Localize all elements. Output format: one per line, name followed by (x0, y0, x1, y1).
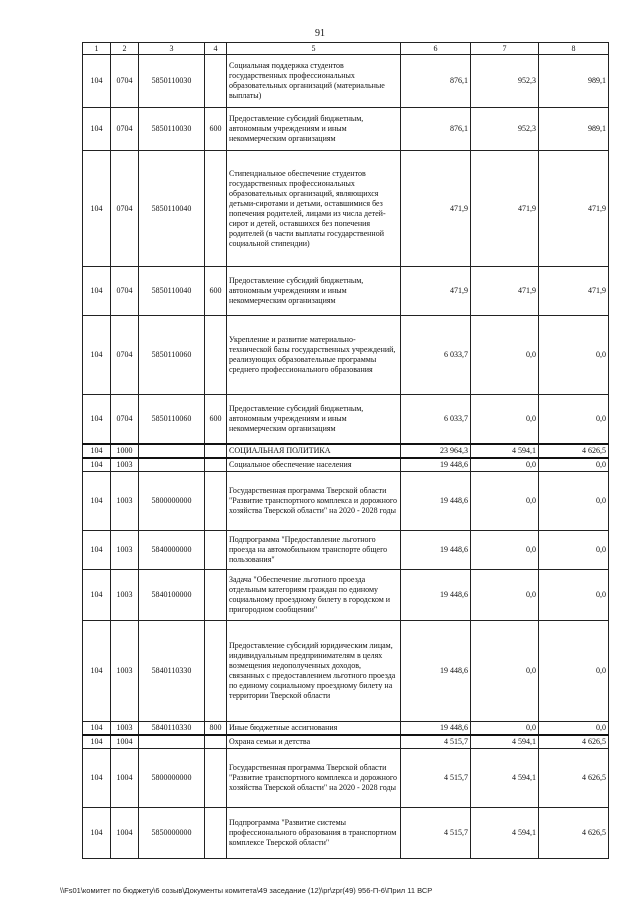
row-cell-c1: 104 (83, 621, 111, 722)
table-row (83, 316, 609, 395)
col-header: 1 (83, 43, 111, 55)
row-cell-c2: 0704 (111, 267, 139, 316)
row-cell-v7: 0,0 (471, 458, 539, 472)
row-cell-c3: 5850110040 (139, 151, 205, 267)
col-header: 5 (227, 43, 401, 55)
row-cell-v8: 0,0 (539, 458, 609, 472)
row-cell-c4 (205, 151, 227, 267)
row-description: Предоставление субсидий бюджетным, автономным учреждениям и иным некоммерческим организациям (227, 108, 401, 151)
row-cell-v7: 471,9 (471, 267, 539, 316)
table-row (83, 749, 609, 808)
row-cell-v6: 876,1 (401, 108, 471, 151)
row-cell-c2: 0704 (111, 316, 139, 395)
row-cell-v6: 19 448,6 (401, 531, 471, 570)
row-description: Предоставление субсидий бюджетным, автономным учреждениям и иным некоммерческим организациям (227, 267, 401, 316)
row-cell-c4: 600 (205, 108, 227, 151)
table-row (83, 472, 609, 531)
row-description: Социальная поддержка студентов государственных профессиональных образовательных организаций (материальные выплаты) (227, 55, 401, 108)
row-cell-c3: 5800000000 (139, 472, 205, 531)
row-cell-c1: 104 (83, 472, 111, 531)
row-cell-c3: 5850110040 (139, 267, 205, 316)
row-cell-c4 (205, 749, 227, 808)
table-row (83, 531, 609, 570)
row-cell-c2: 0704 (111, 395, 139, 445)
row-cell-c2: 0704 (111, 108, 139, 151)
row-cell-v7: 471,9 (471, 151, 539, 267)
col-header: 2 (111, 43, 139, 55)
row-cell-c2: 1003 (111, 531, 139, 570)
row-cell-c2: 1003 (111, 621, 139, 722)
row-cell-v6: 6 033,7 (401, 395, 471, 445)
row-cell-c3: 5840110330 (139, 621, 205, 722)
row-description: Задача "Обеспечение льготного проезда отдельным категориям граждан по единому социальному проездному билету в городском и пригородном сообщении" (227, 570, 401, 621)
row-cell-c1: 104 (83, 722, 111, 736)
row-cell-v8: 4 626,5 (539, 444, 609, 458)
row-description: СОЦИАЛЬНАЯ ПОЛИТИКА (227, 444, 401, 458)
row-description: Иные бюджетные ассигнования (227, 722, 401, 736)
row-cell-c3: 5840100000 (139, 570, 205, 621)
row-cell-v8: 989,1 (539, 108, 609, 151)
row-cell-c4 (205, 458, 227, 472)
row-cell-v7: 952,3 (471, 108, 539, 151)
budget-table (82, 42, 609, 859)
row-cell-v6: 471,9 (401, 267, 471, 316)
row-cell-v7: 0,0 (471, 472, 539, 531)
row-cell-v7: 4 594,1 (471, 735, 539, 749)
row-cell-c2: 1003 (111, 458, 139, 472)
page-number: 91 (315, 28, 325, 39)
table-row (83, 151, 609, 267)
row-cell-c2: 1003 (111, 472, 139, 531)
row-description: Подпрограмма "Предоставление льготного проезда на автомобильном транспорте общего пользования" (227, 531, 401, 570)
row-cell-c1: 104 (83, 316, 111, 395)
row-cell-v8: 0,0 (539, 570, 609, 621)
row-cell-v6: 19 448,6 (401, 458, 471, 472)
row-cell-v8: 0,0 (539, 722, 609, 736)
row-cell-v7: 0,0 (471, 316, 539, 395)
row-cell-c3 (139, 444, 205, 458)
row-cell-v6: 876,1 (401, 55, 471, 108)
row-cell-c2: 1003 (111, 722, 139, 736)
row-cell-c1: 104 (83, 108, 111, 151)
row-cell-v6: 6 033,7 (401, 316, 471, 395)
row-cell-v6: 4 515,7 (401, 808, 471, 859)
row-cell-c4 (205, 55, 227, 108)
row-cell-c1: 104 (83, 458, 111, 472)
row-cell-v7: 0,0 (471, 531, 539, 570)
row-cell-v7: 4 594,1 (471, 808, 539, 859)
col-header: 8 (539, 43, 609, 55)
row-cell-c3: 5800000000 (139, 749, 205, 808)
table-row (83, 444, 609, 458)
column-header-row (83, 43, 609, 55)
row-cell-v8: 4 626,5 (539, 749, 609, 808)
row-description: Стипендиальное обеспечение студентов государственных профессиональных образовательных организаций, являющихся детьми-сиротами и детьми, оставшимися без попечения родителей, лицами из числа детей-сирот и детей, оставшихся без попечения родителей (в части выплаты государственной социальной стипендии) (227, 151, 401, 267)
row-cell-c4 (205, 621, 227, 722)
row-cell-c3: 5850110060 (139, 316, 205, 395)
row-cell-c2: 0704 (111, 151, 139, 267)
row-description: Подпрограмма "Развитие системы профессионального образования в транспортном комплексе Тверской области" (227, 808, 401, 859)
row-cell-c3: 5840000000 (139, 531, 205, 570)
row-cell-c4: 600 (205, 395, 227, 445)
row-cell-v6: 23 964,3 (401, 444, 471, 458)
table-row (83, 55, 609, 108)
row-cell-v7: 4 594,1 (471, 444, 539, 458)
row-cell-c3: 5850110030 (139, 108, 205, 151)
row-cell-c4 (205, 531, 227, 570)
row-cell-c1: 104 (83, 570, 111, 621)
row-cell-v8: 0,0 (539, 621, 609, 722)
row-cell-c1: 104 (83, 531, 111, 570)
table-row (83, 621, 609, 722)
row-cell-v8: 471,9 (539, 151, 609, 267)
row-cell-c3: 5850110060 (139, 395, 205, 445)
table-row (83, 267, 609, 316)
row-description: Укрепление и развитие материально-технической базы государственных учреждений, реализующих образовательные программы среднего профессионального образования (227, 316, 401, 395)
col-header: 6 (401, 43, 471, 55)
row-cell-c2: 1004 (111, 749, 139, 808)
row-description: Государственная программа Тверской области "Развитие транспортного комплекса и дорожного хозяйства Тверской области" на 2020 - 2028 годы (227, 472, 401, 531)
row-cell-c1: 104 (83, 444, 111, 458)
table-row (83, 570, 609, 621)
row-description: Охрана семьи и детства (227, 735, 401, 749)
row-cell-c3 (139, 458, 205, 472)
row-cell-v8: 989,1 (539, 55, 609, 108)
row-cell-v7: 0,0 (471, 722, 539, 736)
row-cell-v8: 4 626,5 (539, 808, 609, 859)
row-cell-c3: 5850110030 (139, 55, 205, 108)
row-cell-c1: 104 (83, 151, 111, 267)
row-cell-v8: 471,9 (539, 267, 609, 316)
file-path-footer: \\Fs01\комитет по бюджету\6 созыв\Документы комитета\49 заседание (12)\pr\zpr(49) 956-П-6\Прил 11 ВСР (60, 886, 433, 895)
row-cell-v6: 19 448,6 (401, 472, 471, 531)
row-cell-c4: 600 (205, 267, 227, 316)
row-cell-c2: 1003 (111, 570, 139, 621)
col-header: 4 (205, 43, 227, 55)
row-cell-c1: 104 (83, 395, 111, 445)
table-row (83, 735, 609, 749)
col-header: 7 (471, 43, 539, 55)
row-cell-c1: 104 (83, 55, 111, 108)
row-cell-c4 (205, 472, 227, 531)
row-cell-c2: 0704 (111, 55, 139, 108)
row-cell-v6: 4 515,7 (401, 735, 471, 749)
row-cell-c4 (205, 444, 227, 458)
col-header: 3 (139, 43, 205, 55)
row-cell-v8: 4 626,5 (539, 735, 609, 749)
row-cell-c4 (205, 570, 227, 621)
row-cell-v8: 0,0 (539, 531, 609, 570)
row-cell-c4 (205, 735, 227, 749)
row-cell-c4 (205, 316, 227, 395)
row-description: Государственная программа Тверской области "Развитие транспортного комплекса и дорожного хозяйства Тверской области" на 2020 - 2028 годы (227, 749, 401, 808)
table-row (83, 395, 609, 445)
row-cell-v8: 0,0 (539, 316, 609, 395)
row-cell-v7: 0,0 (471, 621, 539, 722)
row-cell-c1: 104 (83, 749, 111, 808)
row-cell-c2: 1000 (111, 444, 139, 458)
row-cell-c2: 1004 (111, 735, 139, 749)
table-row (83, 808, 609, 859)
row-cell-c3: 5840110330 (139, 722, 205, 736)
row-cell-c1: 104 (83, 267, 111, 316)
row-cell-c1: 104 (83, 735, 111, 749)
row-cell-v7: 952,3 (471, 55, 539, 108)
row-cell-c1: 104 (83, 808, 111, 859)
row-description: Предоставление субсидий юридическим лицам, индивидуальным предпринимателям в целях возмещения недополученных доходов, связанных с предоставлением льготного проезда по единому социальному проездному билету на территории Тверской области (227, 621, 401, 722)
row-cell-v8: 0,0 (539, 472, 609, 531)
row-cell-c3 (139, 735, 205, 749)
row-cell-c4: 800 (205, 722, 227, 736)
row-cell-c4 (205, 808, 227, 859)
row-cell-v7: 4 594,1 (471, 749, 539, 808)
table-row (83, 458, 609, 472)
table-row (83, 108, 609, 151)
table-row (83, 722, 609, 736)
row-cell-v6: 4 515,7 (401, 749, 471, 808)
row-cell-v7: 0,0 (471, 570, 539, 621)
row-description: Социальное обеспечение населения (227, 458, 401, 472)
row-cell-v6: 19 448,6 (401, 722, 471, 736)
row-cell-v6: 19 448,6 (401, 621, 471, 722)
row-cell-v6: 471,9 (401, 151, 471, 267)
row-cell-v7: 0,0 (471, 395, 539, 445)
row-cell-c3: 5850000000 (139, 808, 205, 859)
row-cell-v8: 0,0 (539, 395, 609, 445)
row-description: Предоставление субсидий бюджетным, автономным учреждениям и иным некоммерческим организациям (227, 395, 401, 445)
row-cell-v6: 19 448,6 (401, 570, 471, 621)
row-cell-c2: 1004 (111, 808, 139, 859)
